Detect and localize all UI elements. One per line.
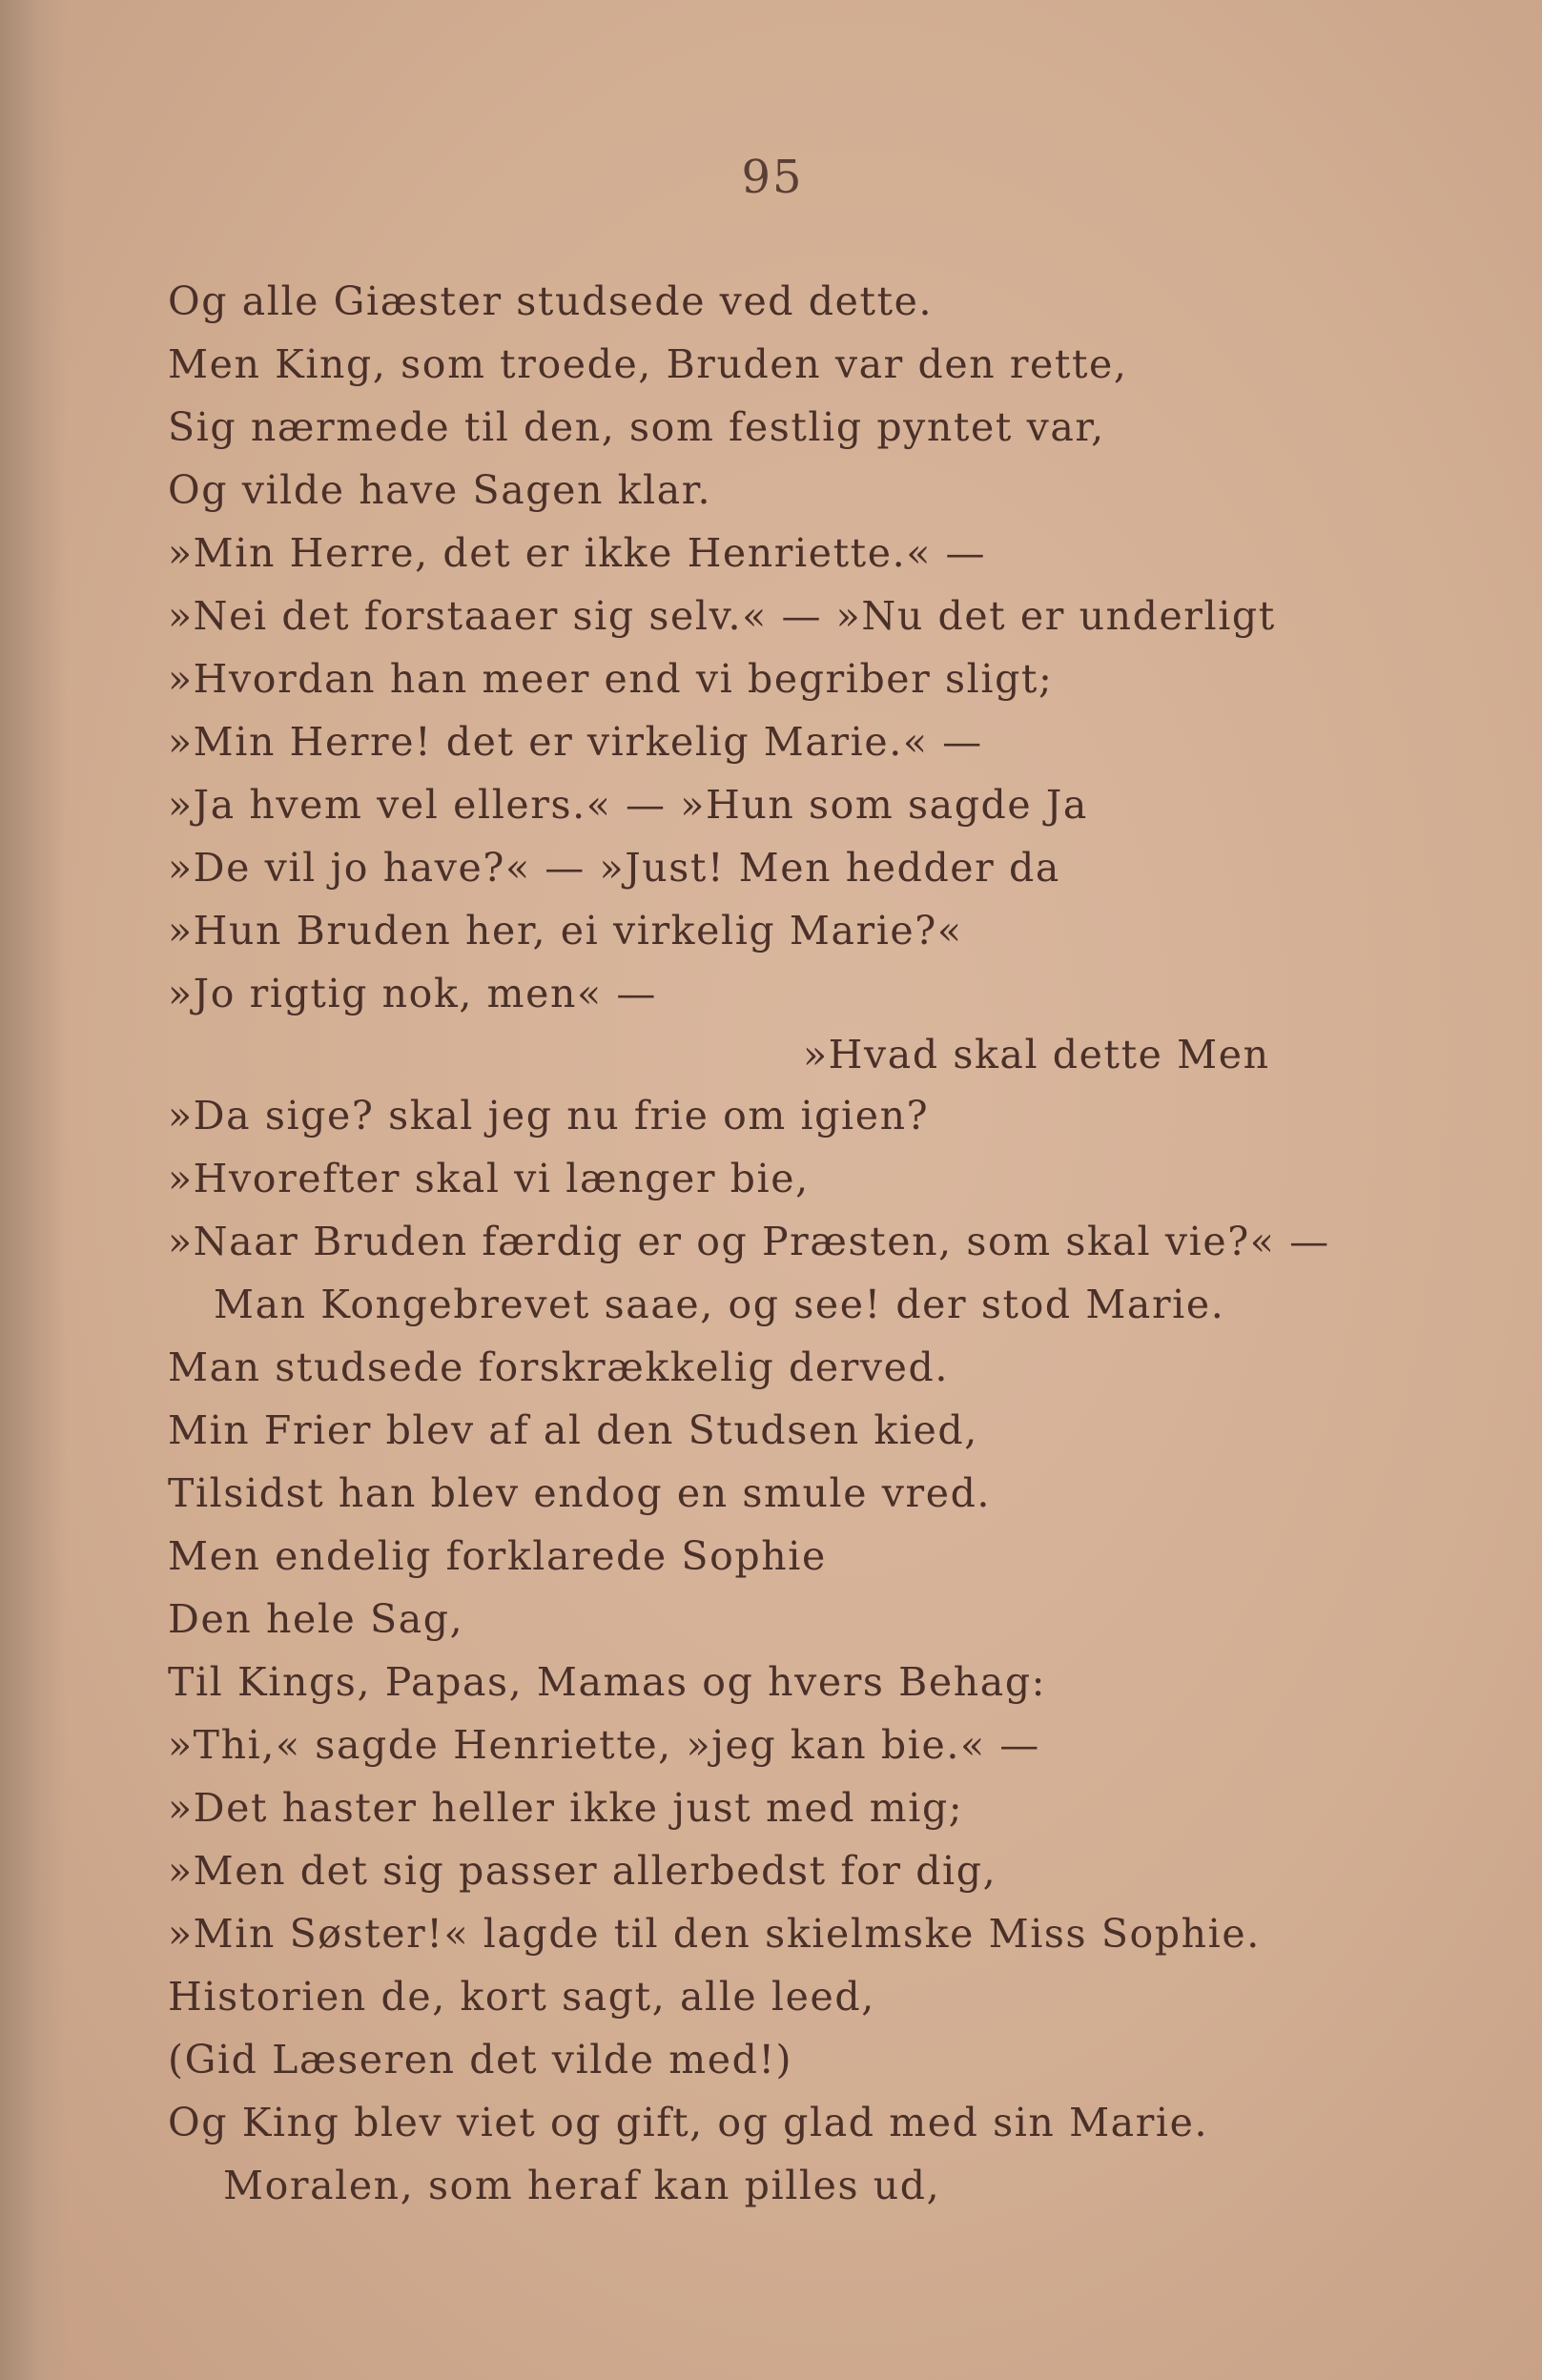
poem-line-28: Historien de, kort sagt, alle leed, — [168, 1974, 875, 2020]
poem-line-11: »Hun Bruden her, ei virkelig Marie?« — [168, 908, 963, 954]
poem-line-24: »Thi,« sagde Henriette, »jeg kan bie.« — — [168, 1722, 1040, 1768]
poem-line-27: »Min Søster!« lagde til den skielmske Miss Sophie. — [168, 1911, 1261, 1957]
poem-line-30: Og King blev viet og gift, og glad med sin Marie. — [168, 2100, 1209, 2145]
poem-line-12: »Jo rigtig nok, men« — — [168, 971, 657, 1016]
poem-line-9: »Ja hvem vel ellers.« — »Hun som sagde Ja — [168, 782, 1088, 828]
poem-line-29: (Gid Læseren det vilde med!) — [168, 2037, 793, 2082]
poem-line-26: »Men det sig passer allerbedst for dig, — [168, 1848, 997, 1894]
poem-line-17: Man Kongebrevet saae, og see! der stod Marie. — [214, 1282, 1225, 1327]
poem-line-16: »Naar Bruden færdig er og Præsten, som skal vie?« — — [168, 1219, 1330, 1264]
binding-shadow — [0, 0, 67, 2380]
poem-line-21: Men endelig forklarede Sophie — [168, 1533, 827, 1579]
poem-line-10: »De vil jo have?« — »Just! Men hedder da — [168, 845, 1060, 891]
poem-line-15: »Hvorefter skal vi længer bie, — [168, 1156, 810, 1201]
poem-line-13: »Hvad skal dette Men — [803, 1032, 1270, 1077]
page-number: 95 — [741, 151, 804, 204]
poem-line-7: »Hvordan han meer end vi begriber sligt; — [168, 656, 1054, 702]
poem-line-3: Sig nærmede til den, som festlig pyntet var, — [168, 404, 1105, 450]
poem-line-6: »Nei det forstaaer sig selv.« — »Nu det er underligt — [168, 593, 1276, 639]
poem-line-14: »Da sige? skal jeg nu frie om igien? — [168, 1093, 930, 1139]
poem-line-23: Til Kings, Papas, Mamas og hvers Behag: — [168, 1659, 1047, 1705]
poem-line-1: Og alle Giæster studsede ved dette. — [168, 278, 934, 324]
poem-line-19: Min Frier blev af al den Studsen kied, — [168, 1407, 978, 1453]
poem-line-20: Tilsidst han blev endog en smule vred. — [168, 1470, 992, 1516]
poem-line-5: »Min Herre, det er ikke Henriette.« — — [168, 530, 987, 576]
poem-line-2: Men King, som troede, Bruden var den rette, — [168, 341, 1128, 387]
poem-line-22: Den hele Sag, — [168, 1596, 464, 1642]
poem-line-8: »Min Herre! det er virkelig Marie.« — — [168, 719, 983, 765]
poem-line-18: Man studsede forskrækkelig derved. — [168, 1344, 950, 1390]
poem-line-31: Moralen, som heraf kan pilles ud, — [223, 2163, 941, 2208]
poem-line-25: »Det haster heller ikke just med mig; — [168, 1785, 964, 1831]
poem-line-4: Og vilde have Sagen klar. — [168, 467, 712, 513]
